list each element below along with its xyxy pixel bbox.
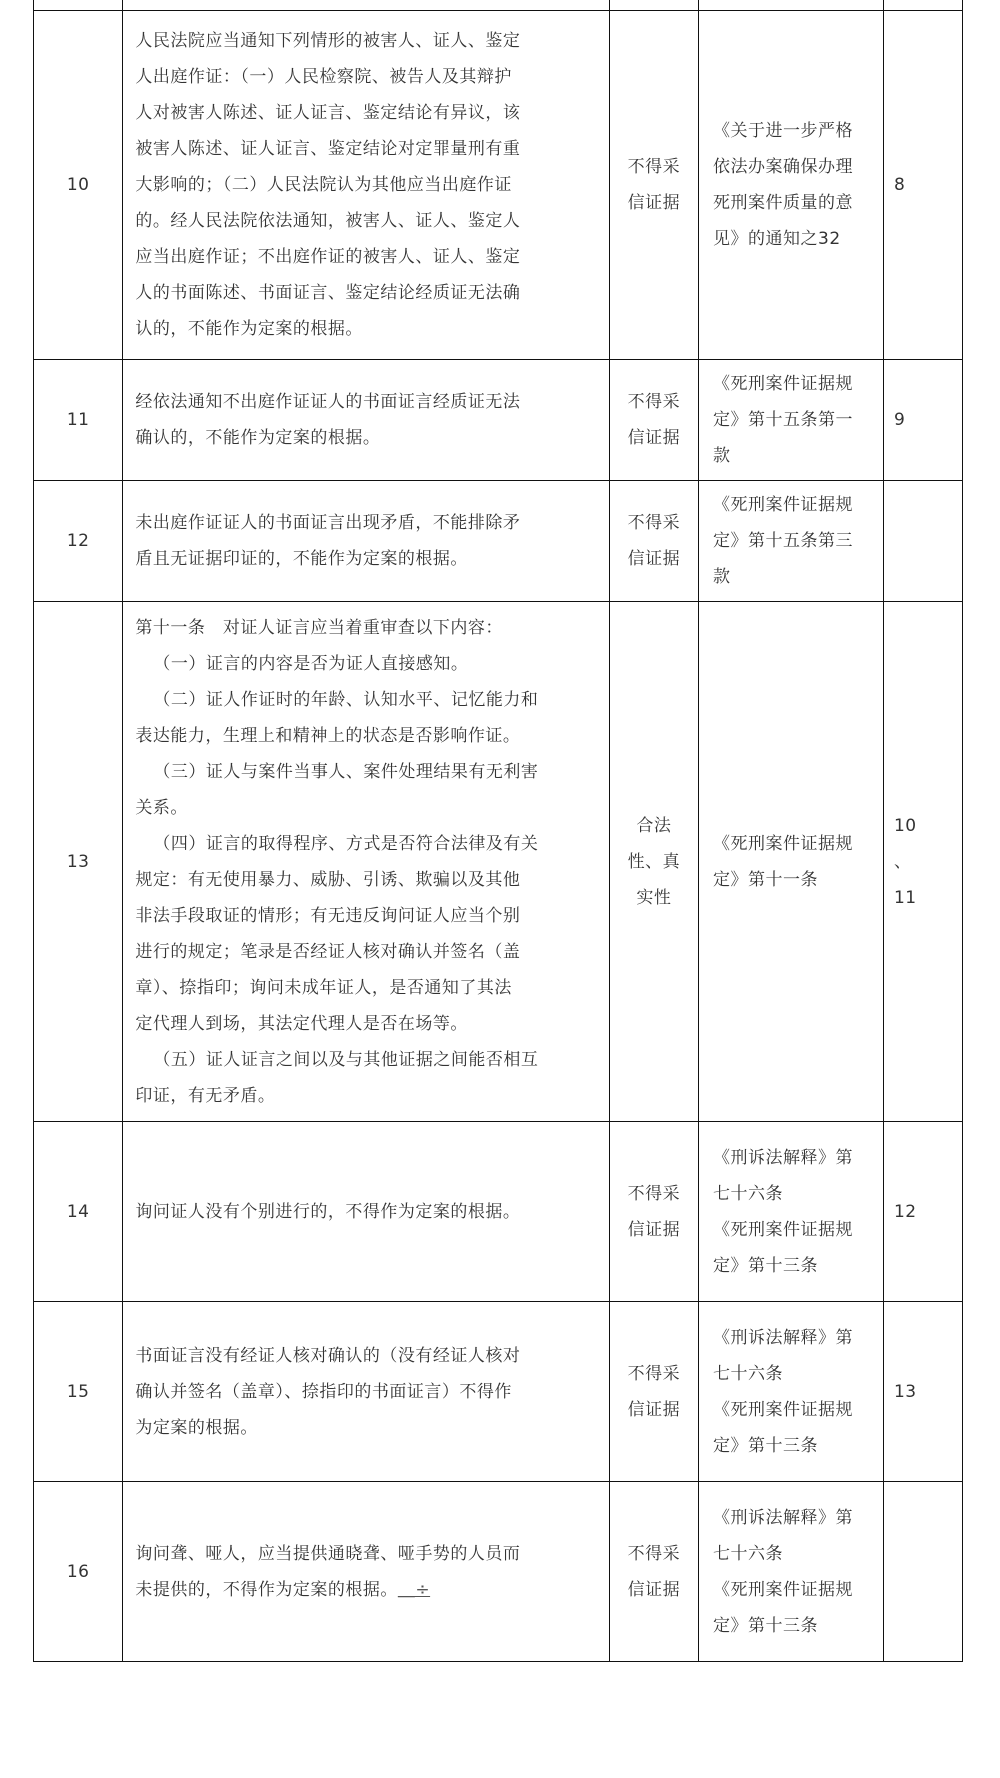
- type-line: 信证据: [627, 549, 681, 569]
- type-line: 信证据: [627, 428, 681, 448]
- basis-line: 七十六条: [713, 1183, 784, 1204]
- page-ref-cell: [883, 360, 962, 481]
- evidence-rules-table: [33, 0, 963, 1662]
- basis-line: 款: [713, 446, 731, 466]
- basis-line: 定》第十五条第一: [713, 410, 854, 430]
- content-line: 为定案的根据。: [135, 1417, 258, 1438]
- table-row: [34, 0, 963, 11]
- content-line: 进行的规定；笔录是否经证人核对确认并签名（盖: [135, 941, 521, 962]
- trailing-mark: ＿÷: [397, 1579, 431, 1600]
- row-number-cell: [34, 1482, 123, 1662]
- basis-line: 《死刑案件证据规: [713, 833, 854, 854]
- type-line: 信证据: [627, 193, 681, 213]
- content-line: [135, 1572, 596, 1608]
- row-number: 13: [66, 851, 90, 872]
- content-line: （三）证人与案件当事人、案件处理结果有无利害: [153, 761, 539, 782]
- content-line: 认的，不能作为定案的根据。: [135, 319, 363, 339]
- content-line: 关系。: [135, 797, 188, 818]
- content-line: 确认的，不能作为定案的根据。: [135, 428, 381, 448]
- content-line: （四）证言的取得程序、方式是否符合法律及有关: [153, 833, 539, 854]
- basis-line: 定》第十五条第三: [713, 531, 854, 551]
- table-row: [34, 481, 963, 602]
- basis-line: 定》第十三条: [713, 1255, 819, 1276]
- row-number: 14: [66, 1201, 90, 1222]
- page-ref: 13: [893, 1381, 917, 1402]
- basis-line: 见》的通知之32: [713, 229, 841, 249]
- legal-basis-cell: [699, 360, 884, 481]
- page-ref: 8: [893, 175, 906, 195]
- basis-line: 《死刑案件证据规: [713, 495, 854, 515]
- content-line: 的。经人民法院依法通知，被害人、证人、鉴定人: [135, 211, 521, 231]
- legal-basis-cell: [699, 0, 884, 11]
- content-line: 章）、捺指印；询问未成年证人，是否通知了其法: [135, 977, 512, 998]
- basis-line: 《死刑案件证据规: [713, 1219, 854, 1240]
- type-line: 性、真: [627, 851, 681, 872]
- page-ref-cell: [883, 1482, 962, 1662]
- content-line: 经依法通知不出庭作证证人的书面证言经质证无法: [135, 392, 521, 412]
- legal-basis-cell: [699, 1302, 884, 1482]
- content-line: 印证，有无矛盾。: [135, 1085, 276, 1106]
- page-ref: 、: [893, 851, 912, 872]
- type-line: 不得采: [627, 157, 681, 177]
- evidence-type-cell: [609, 481, 698, 602]
- evidence-type-cell: [609, 602, 698, 1122]
- page-ref-cell: [883, 1122, 962, 1302]
- row-number-cell: [34, 360, 123, 481]
- row-number: 16: [66, 1561, 90, 1582]
- content-line: （五）证人证言之间以及与其他证据之间能否相互: [153, 1049, 539, 1070]
- type-line: 不得采: [627, 1363, 681, 1384]
- evidence-type-cell: [609, 0, 698, 11]
- basis-line: 定》第十一条: [713, 869, 819, 890]
- rule-content-cell: [123, 481, 609, 602]
- page-ref: 9: [893, 410, 906, 430]
- type-line: 不得采: [627, 1543, 681, 1564]
- content-line: 被害人陈述、证人证言、鉴定结论对定罪量刑有重: [135, 139, 521, 159]
- basis-line: 定》第十三条: [713, 1615, 819, 1636]
- content-line: 人的书面陈述、书面证言、鉴定结论经质证无法确: [135, 283, 521, 303]
- page-ref-cell: [883, 11, 962, 360]
- evidence-type-cell: [609, 360, 698, 481]
- row-number-cell: [34, 481, 123, 602]
- content-line: 非法手段取证的情形；有无违反询问证人应当个别: [135, 905, 521, 926]
- type-line: 信证据: [627, 1399, 681, 1420]
- row-number: 11: [66, 410, 90, 430]
- basis-line: 依法办案确保办理: [713, 157, 854, 177]
- basis-line: 《死刑案件证据规: [713, 374, 854, 394]
- page-ref: 12: [893, 1201, 917, 1222]
- content-line: 大影响的；（二）人民法院认为其他应当出庭作证: [135, 175, 512, 195]
- type-line: 合法: [636, 815, 672, 836]
- legal-basis-cell: [699, 1122, 884, 1302]
- table-row: [34, 1302, 963, 1482]
- type-line: 信证据: [627, 1219, 681, 1240]
- legal-basis-cell: [699, 11, 884, 360]
- basis-line: 《死刑案件证据规: [713, 1579, 854, 1600]
- rule-content-cell: [123, 1122, 609, 1302]
- table-row: [34, 1122, 963, 1302]
- row-number-cell: [34, 1122, 123, 1302]
- basis-line: 七十六条: [713, 1363, 784, 1384]
- row-number-cell: [34, 602, 123, 1122]
- content-line: 盾且无证据印证的，不能作为定案的根据。: [135, 549, 468, 569]
- content-line: （二）证人作证时的年龄、认知水平、记忆能力和: [153, 689, 539, 710]
- row-number-cell: [34, 1302, 123, 1482]
- basis-line: 《关于进一步严格: [713, 121, 854, 141]
- row-number: 15: [66, 1381, 90, 1402]
- page-ref-cell: [883, 602, 962, 1122]
- row-number: 10: [66, 175, 90, 195]
- page-ref-cell: [883, 0, 962, 11]
- type-line: 不得采: [627, 513, 681, 533]
- content-line: 书面证言没有经证人核对确认的（没有经证人核对: [135, 1345, 521, 1366]
- content-line: 应当出庭作证；不出庭作证的被害人、证人、鉴定: [135, 247, 521, 267]
- page-ref-cell: [883, 481, 962, 602]
- rule-content-cell: [123, 0, 609, 11]
- content-line: 询问证人没有个别进行的，不得作为定案的根据。: [135, 1201, 521, 1222]
- evidence-type-cell: [609, 1122, 698, 1302]
- content-line: 表达能力，生理上和精神上的状态是否影响作证。: [135, 725, 521, 746]
- page-ref: 11: [893, 887, 917, 908]
- page-ref-cell: [883, 1302, 962, 1482]
- row-number-cell: [34, 0, 123, 11]
- content-line: 未出庭作证证人的书面证言出现矛盾，不能排除矛: [135, 513, 521, 533]
- content-line: 确认并签名（盖章）、捺指印的书面证言）不得作: [135, 1381, 512, 1402]
- table-row: [34, 602, 963, 1122]
- table-row: [34, 11, 963, 360]
- type-line: 实性: [636, 887, 672, 908]
- table-row: [34, 360, 963, 481]
- evidence-type-cell: [609, 11, 698, 360]
- table-row: [34, 1482, 963, 1662]
- evidence-type-cell: [609, 1302, 698, 1482]
- basis-line: 款: [713, 567, 731, 587]
- type-line: 信证据: [627, 1579, 681, 1600]
- content-line: 人对被害人陈述、证人证言、鉴定结论有异议，该: [135, 103, 521, 123]
- rule-content-cell: [123, 602, 609, 1122]
- rule-content-cell: [123, 360, 609, 481]
- article-heading: 第十一条 对证人证言应当着重审查以下内容：: [135, 617, 503, 638]
- type-line: 不得采: [627, 392, 681, 412]
- content-line: 规定：有无使用暴力、威胁、引诱、欺骗以及其他: [135, 869, 521, 890]
- basis-line: 《死刑案件证据规: [713, 1399, 854, 1420]
- basis-line: 《刑诉法解释》第: [713, 1147, 854, 1168]
- content-line: 人出庭作证：（一）人民检察院、被告人及其辩护: [135, 67, 512, 87]
- content-text: 未提供的，不得作为定案的根据。: [135, 1579, 398, 1600]
- rule-content-cell: [123, 1302, 609, 1482]
- content-line: 定代理人到场，其法定代理人是否在场等。: [135, 1013, 468, 1034]
- evidence-type-cell: [609, 1482, 698, 1662]
- content-line: 询问聋、哑人，应当提供通晓聋、哑手势的人员而: [135, 1543, 521, 1564]
- basis-line: 定》第十三条: [713, 1435, 819, 1456]
- row-number: 12: [66, 531, 90, 551]
- basis-line: 七十六条: [713, 1543, 784, 1564]
- row-number-cell: [34, 11, 123, 360]
- content-line: 人民法院应当通知下列情形的被害人、证人、鉴定: [135, 31, 521, 51]
- content-line: （一）证言的内容是否为证人直接感知。: [153, 653, 469, 674]
- page-ref: 10: [893, 815, 917, 836]
- basis-line: 死刑案件质量的意: [713, 193, 854, 213]
- legal-basis-cell: [699, 1482, 884, 1662]
- rule-content-cell: [123, 1482, 609, 1662]
- legal-basis-cell: [699, 481, 884, 602]
- type-line: 不得采: [627, 1183, 681, 1204]
- rule-content-cell: [123, 11, 609, 360]
- basis-line: 《刑诉法解释》第: [713, 1507, 854, 1528]
- legal-basis-cell: [699, 602, 884, 1122]
- basis-line: 《刑诉法解释》第: [713, 1327, 854, 1348]
